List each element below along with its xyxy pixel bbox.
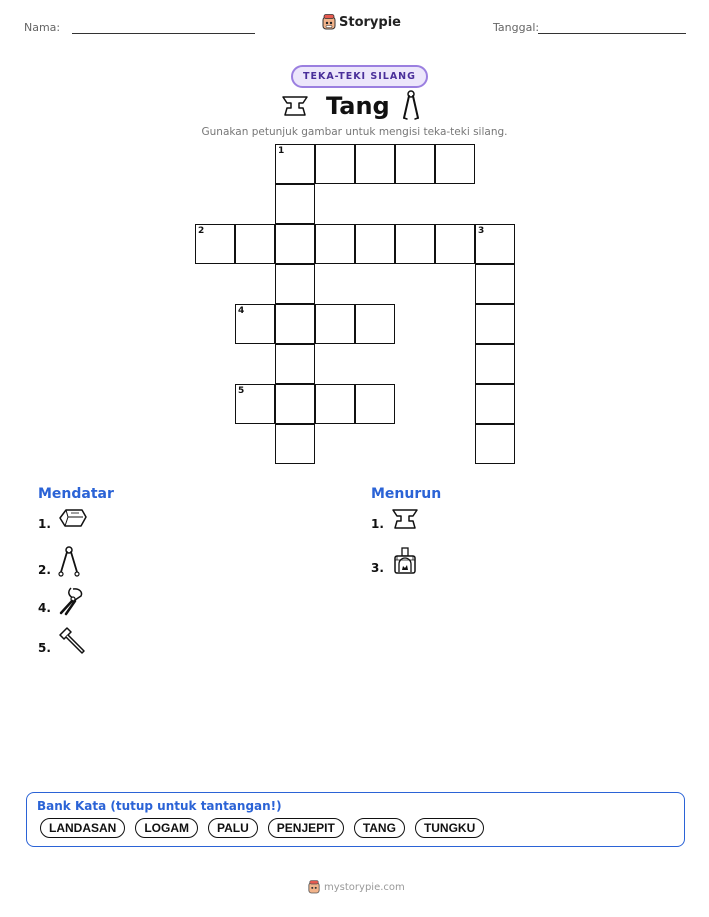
- word-chip: LANDASAN: [40, 818, 125, 838]
- grid-cell[interactable]: [435, 144, 475, 184]
- grid-cell[interactable]: [195, 224, 235, 264]
- clue-number: 1: [278, 146, 285, 156]
- across-clue: [38, 546, 81, 578]
- grid-cell[interactable]: [275, 384, 315, 424]
- grid-cell[interactable]: [275, 304, 315, 344]
- grid-cell[interactable]: [235, 384, 275, 424]
- grid-cell[interactable]: [435, 224, 475, 264]
- word-chip: PENJEPIT: [268, 818, 344, 838]
- word-chip: TANG: [354, 818, 405, 838]
- word-chip: TUNGKU: [415, 818, 484, 838]
- grid-cell[interactable]: [275, 144, 315, 184]
- word-bank-title: Bank Kata (tutup untuk tantangan!): [37, 799, 282, 813]
- clue-number: 2.: [38, 563, 51, 577]
- name-line[interactable]: [72, 33, 255, 34]
- grid-cell[interactable]: [315, 384, 355, 424]
- grid-cell[interactable]: [275, 224, 315, 264]
- across-clue: [38, 506, 89, 532]
- down-clue: [371, 546, 420, 576]
- clue-number: 3.: [371, 561, 384, 575]
- grid-cell[interactable]: [475, 224, 515, 264]
- clue-number: 5: [238, 386, 245, 396]
- puzzle-type-badge: TEKA-TEKI SILANG: [291, 65, 428, 88]
- across-clue: [38, 586, 85, 616]
- storypie-mascot-icon: [308, 880, 320, 894]
- grid-cell[interactable]: [315, 144, 355, 184]
- grid-cell[interactable]: [235, 304, 275, 344]
- tongs-icon: [57, 546, 81, 578]
- clue-number: 2: [198, 226, 205, 236]
- word-chip: PALU: [208, 818, 258, 838]
- grid-cell[interactable]: [275, 184, 315, 224]
- grid-cell[interactable]: [355, 224, 395, 264]
- clue-number: 1.: [371, 517, 384, 531]
- tongs-icon: [401, 90, 421, 122]
- word-chip: LOGAM: [135, 818, 198, 838]
- clue-number: 5.: [38, 641, 51, 655]
- grid-cell[interactable]: [475, 384, 515, 424]
- word-bank-list: [40, 818, 484, 838]
- grid-cell[interactable]: [315, 304, 355, 344]
- grid-cell[interactable]: [315, 224, 355, 264]
- instructions: Gunakan petunjuk gambar untuk mengisi teka-teki silang.: [201, 126, 508, 138]
- grid-cell[interactable]: [355, 384, 395, 424]
- grid-cell[interactable]: [275, 424, 315, 464]
- grid-cell[interactable]: [355, 304, 395, 344]
- across-clue: [38, 626, 87, 656]
- footer: [308, 880, 405, 894]
- anvil-icon: [390, 506, 420, 532]
- grid-cell[interactable]: [475, 424, 515, 464]
- grid-cell[interactable]: [475, 344, 515, 384]
- clue-number: 1.: [38, 517, 51, 531]
- anvil-icon: [281, 94, 309, 118]
- storypie-mascot-icon: [322, 14, 336, 30]
- grid-cell[interactable]: [275, 344, 315, 384]
- clue-number: 3: [478, 226, 485, 236]
- brand-logo: [322, 14, 401, 30]
- grid-cell[interactable]: [395, 144, 435, 184]
- metal-ingot-icon: [57, 506, 89, 532]
- date-line[interactable]: [538, 33, 686, 34]
- hammer-icon: [57, 626, 87, 656]
- grid-cell[interactable]: [395, 224, 435, 264]
- footer-url[interactable]: mystorypie.com: [324, 881, 405, 893]
- page-title: Tang: [326, 92, 390, 120]
- grid-cell[interactable]: [275, 264, 315, 304]
- clue-number: 4: [238, 306, 245, 316]
- down-clue: [371, 506, 420, 532]
- pliers-icon: [57, 586, 85, 616]
- name-label: Nama:: [24, 21, 61, 34]
- forge-icon: [390, 546, 420, 576]
- down-heading: Menurun: [371, 486, 442, 502]
- grid-cell[interactable]: [475, 304, 515, 344]
- grid-cell[interactable]: [475, 264, 515, 304]
- grid-cell[interactable]: [355, 144, 395, 184]
- clue-number: 4.: [38, 601, 51, 615]
- date-label: Tanggal:: [493, 21, 540, 34]
- brand-name: Storypie: [339, 14, 401, 30]
- grid-cell[interactable]: [235, 224, 275, 264]
- across-heading: Mendatar: [38, 486, 114, 502]
